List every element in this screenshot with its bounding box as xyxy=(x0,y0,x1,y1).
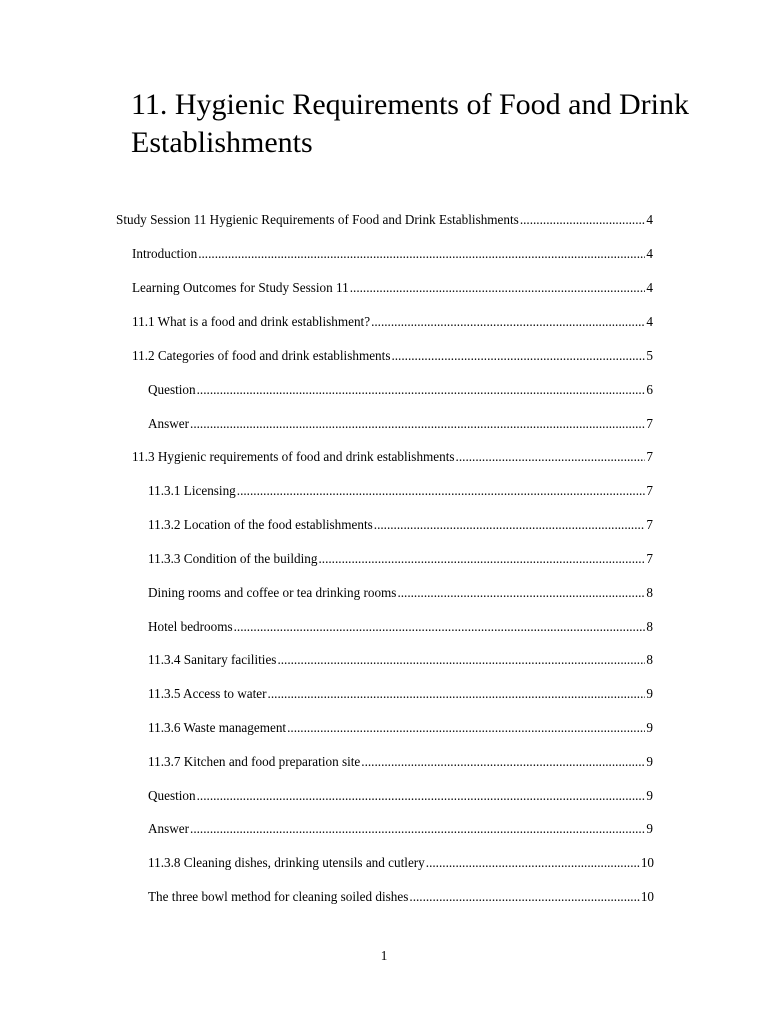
toc-dot-leader xyxy=(409,889,639,905)
toc-dot-leader xyxy=(234,619,646,635)
toc-entry[interactable] xyxy=(148,652,653,668)
toc-entry-label: Dining rooms and coffee or tea drinking rooms xyxy=(148,585,397,600)
toc-dot-leader xyxy=(287,720,645,736)
toc-entry-label: 11.3.6 Waste management xyxy=(148,720,287,735)
toc-entry[interactable] xyxy=(148,788,653,804)
toc-entry-label: Hotel bedrooms xyxy=(148,619,233,634)
toc-entry-label: 11.3.8 Cleaning dishes, drinking utensils and cutlery xyxy=(148,855,425,870)
toc-entry-page: 7 xyxy=(646,449,653,464)
toc-entry[interactable] xyxy=(148,416,653,432)
toc-entry-page: 6 xyxy=(646,382,653,397)
toc-dot-leader xyxy=(237,483,646,499)
toc-entry-page: 8 xyxy=(646,585,653,600)
toc-entry[interactable] xyxy=(148,821,653,837)
toc-entry-page: 10 xyxy=(640,855,654,870)
toc-entry-page: 4 xyxy=(646,212,653,227)
toc-entry-page: 7 xyxy=(646,483,653,498)
toc-entry[interactable] xyxy=(132,449,653,465)
toc-dot-leader xyxy=(426,855,640,871)
toc-entry-page: 9 xyxy=(646,754,653,769)
toc-dot-leader xyxy=(190,821,645,837)
toc-dot-leader xyxy=(456,449,646,465)
toc-entry-label: Question xyxy=(148,788,196,803)
toc-dot-leader xyxy=(268,686,646,702)
toc-entry[interactable] xyxy=(148,619,653,635)
toc-dot-leader xyxy=(277,652,645,668)
toc-dot-leader xyxy=(374,517,646,533)
toc-dot-leader xyxy=(198,246,645,262)
toc-entry-page: 4 xyxy=(646,246,653,261)
toc-entry-label: 11.3.5 Access to water xyxy=(148,686,267,701)
toc-entry-page: 8 xyxy=(646,652,653,667)
toc-entry-label: 11.1 What is a food and drink establishment? xyxy=(132,314,371,329)
toc-dot-leader xyxy=(520,212,646,228)
toc-entry[interactable] xyxy=(148,382,653,398)
toc-entry-page: 7 xyxy=(646,517,653,532)
toc-dot-leader xyxy=(391,348,645,364)
page-title: 11. Hygienic Requirements of Food and Drink Establishments xyxy=(131,88,689,159)
toc-entry-label: Introduction xyxy=(132,246,198,261)
toc-entry-page: 4 xyxy=(646,314,653,329)
toc-dot-leader xyxy=(397,585,645,601)
page-number: 1 xyxy=(380,948,388,963)
toc-entry-page: 9 xyxy=(646,686,653,701)
toc-entry-label: Learning Outcomes for Study Session 11 xyxy=(132,280,349,295)
toc-entry[interactable] xyxy=(148,483,653,499)
toc-dot-leader xyxy=(190,416,645,432)
toc-entry-label: Answer xyxy=(148,821,190,836)
toc-entry[interactable] xyxy=(132,280,653,296)
toc-entry-label: 11.3.1 Licensing xyxy=(148,483,236,498)
toc-entry[interactable] xyxy=(132,246,653,262)
toc-entry[interactable] xyxy=(148,720,653,736)
toc-entry-label: 11.2 Categories of food and drink establishments xyxy=(132,348,391,363)
toc-entry-page: 8 xyxy=(646,619,653,634)
toc-entry[interactable] xyxy=(148,585,653,601)
toc-entry-page: 9 xyxy=(646,821,653,836)
toc-entry-page: 7 xyxy=(646,551,653,566)
toc-entry-label: 11.3.4 Sanitary facilities xyxy=(148,652,277,667)
toc-entry-label: The three bowl method for cleaning soiled dishes xyxy=(148,889,409,904)
toc-entry[interactable] xyxy=(148,889,654,905)
toc-dot-leader xyxy=(350,280,646,296)
toc-dot-leader xyxy=(197,382,646,398)
toc-entry[interactable] xyxy=(132,314,653,330)
toc-entry[interactable] xyxy=(148,686,653,702)
toc-entry[interactable] xyxy=(148,855,654,871)
toc-entry[interactable] xyxy=(148,551,653,567)
toc-entry-label: 11.3.2 Location of the food establishments xyxy=(148,517,373,532)
toc-dot-leader xyxy=(318,551,645,567)
toc-dot-leader xyxy=(361,754,645,770)
toc-entry-label: 11.3 Hygienic requirements of food and drink establishments xyxy=(132,449,455,464)
toc-entry-page: 7 xyxy=(646,416,653,431)
toc-entry[interactable] xyxy=(148,754,653,770)
toc-entry-page: 9 xyxy=(646,720,653,735)
toc-dot-leader xyxy=(197,788,646,804)
toc-entry[interactable] xyxy=(116,212,653,228)
toc-entry[interactable] xyxy=(132,348,653,364)
toc-entry-page: 10 xyxy=(640,889,654,904)
toc-entry-label: 11.3.3 Condition of the building xyxy=(148,551,318,566)
toc-entry-page: 4 xyxy=(646,280,653,295)
toc-entry-label: Study Session 11 Hygienic Requirements of Food and Drink Establishments xyxy=(116,212,519,227)
toc-entry-label: 11.3.7 Kitchen and food preparation site xyxy=(148,754,361,769)
toc-entry[interactable] xyxy=(148,517,653,533)
toc-entry-label: Question xyxy=(148,382,196,397)
toc-dot-leader xyxy=(371,314,645,330)
toc-entry-label: Answer xyxy=(148,416,190,431)
toc-entry-page: 5 xyxy=(646,348,653,363)
toc-entry-page: 9 xyxy=(646,788,653,803)
